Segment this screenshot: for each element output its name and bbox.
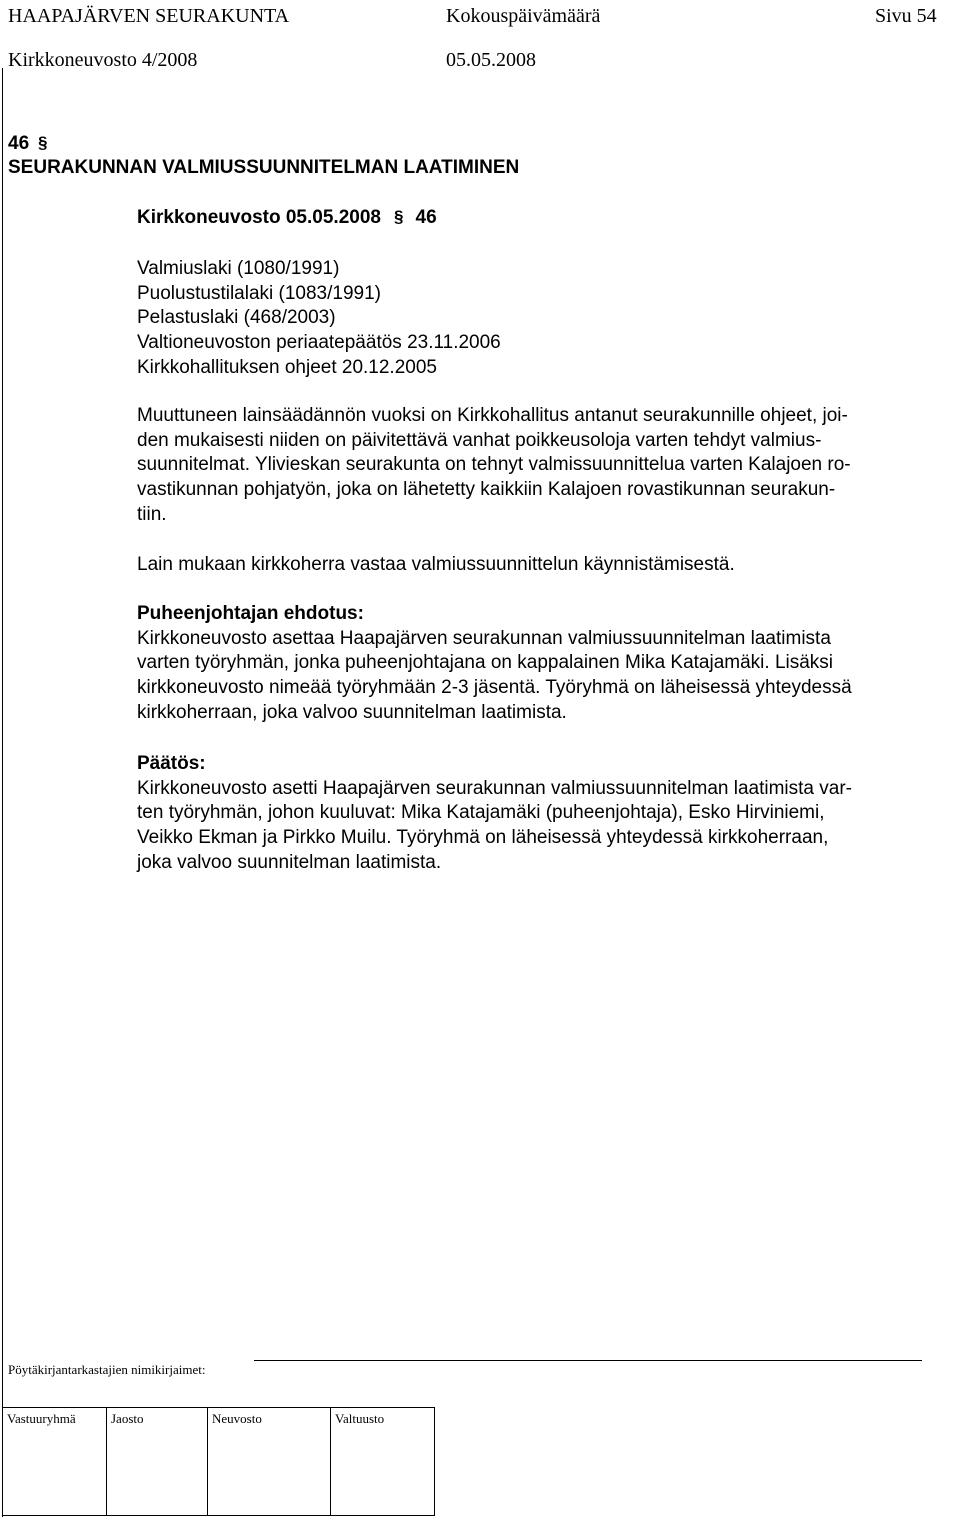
proposal-line: kirkkoneuvosto nimeää työryhmään 2-3 jäsentä. Työryhmä on läheisessä yhteydessä (137, 677, 852, 699)
paragraph-line: Muuttuneen lainsäädännön vuoksi on Kirkkohallitus antanut seurakunnille ohjeet, joi- (137, 405, 848, 426)
proposal-line: varten työryhmän, jonka puheenjohtajana on kappalainen Mika Katajamäki. Lisäksi (137, 652, 834, 674)
decision-line: Veikko Ekman ja Pirkko Muilu. Työryhmä on läheisessä yhteydessä kirkkoherraan, (137, 827, 829, 849)
reference-item: Valtioneuvoston periaatepäätös 23.11.2006 (137, 332, 501, 354)
header-organization: HAAPAJÄRVEN SEURAKUNTA (8, 5, 290, 27)
background-paragraph (137, 404, 851, 528)
section-number (8, 133, 50, 155)
group-label: Vastuuryhmä (7, 1411, 76, 1426)
group-cell-valtuusto (331, 1408, 435, 1516)
reference-item: Pelastuslaki (468/2003) (137, 307, 336, 329)
group-cell-jaosto (107, 1408, 208, 1516)
approval-groups-table (2, 1407, 435, 1516)
left-margin-rule (2, 68, 3, 1517)
reference-item: Valmiuslaki (1080/1991) (137, 258, 340, 279)
paragraph-line: suunnitelmat. Ylivieskan seurakunta on tehnyt valmissuunnittelua varten Kalajoen ro- (137, 454, 851, 476)
section-sign-icon (394, 207, 406, 225)
reference-item: Kirkkohallituksen ohjeet 20.12.2005 (137, 356, 437, 378)
group-label: Jaosto (111, 1411, 144, 1426)
header-page-number: Sivu 54 (875, 5, 937, 27)
svg-text:§: § (394, 207, 404, 225)
group-cell-vastuuryhma (3, 1408, 107, 1516)
paragraph-line: vastikunnan pohjatyön, joka on lähetetty kaikkiin Kalajoen rovastikunnan seurakun- (137, 479, 836, 501)
svg-text:§: § (38, 133, 48, 151)
header-date: 05.05.2008 (446, 49, 536, 71)
paragraph-line: tiin. (137, 503, 167, 525)
decision-line: joka valvoo suunnitelman laatimista. (137, 851, 442, 873)
signature-line (254, 1360, 922, 1361)
table-row (3, 1408, 435, 1516)
header-date-label: Kokouspäivämäärä (446, 5, 601, 27)
decision-line: Kirkkoneuvosto asetti Haapajärven seurakunnan valmiussuunnitelman laatimista var- (137, 777, 852, 799)
chair-proposal (137, 602, 852, 726)
reference-item: Puolustustilalaki (1083/1991) (137, 282, 381, 304)
responsibility-paragraph (137, 553, 735, 578)
proposal-line: kirkkoherraan, joka valvoo suunnitelman laatimista. (137, 701, 567, 723)
decision-line: ten työryhmän, johon kuuluvat: Mika Katajamäki (puheenjohtaja), Esko Hirviniemi, (137, 802, 825, 824)
group-label: Neuvosto (212, 1411, 262, 1426)
section-sign-icon (38, 133, 50, 151)
meeting-reference-text: Kirkkoneuvosto 05.05.2008 (137, 207, 381, 228)
decision-label: Päätös: (137, 753, 206, 774)
group-label: Valtuusto (335, 1411, 385, 1426)
decision (137, 752, 852, 876)
meeting-reference (137, 207, 437, 229)
header-meeting: Kirkkoneuvosto 4/2008 (8, 49, 198, 71)
paragraph-line: Lain mukaan kirkkoherra vastaa valmiussuunnittelun käynnistämisestä. (137, 554, 735, 575)
signatures-label: Pöytäkirjantarkastajien nimikirjaimet: (8, 1362, 206, 1377)
section-number-value: 46 (8, 133, 30, 154)
proposal-label: Puheenjohtajan ehdotus: (137, 603, 364, 624)
meeting-reference-number: 46 (415, 207, 437, 228)
section-title: SEURAKUNNAN VALMIUSSUUNNITELMAN LAATIMINEN (8, 157, 520, 178)
proposal-line: Kirkkoneuvosto asettaa Haapajärven seurakunnan valmiussuunnitelman laatimista (137, 627, 831, 649)
paragraph-line: den mukaisesti niiden on päivitettävä vanhat poikkeusoloja varten tehdyt valmius- (137, 429, 822, 451)
group-cell-neuvosto (208, 1408, 331, 1516)
references-list (137, 257, 501, 381)
